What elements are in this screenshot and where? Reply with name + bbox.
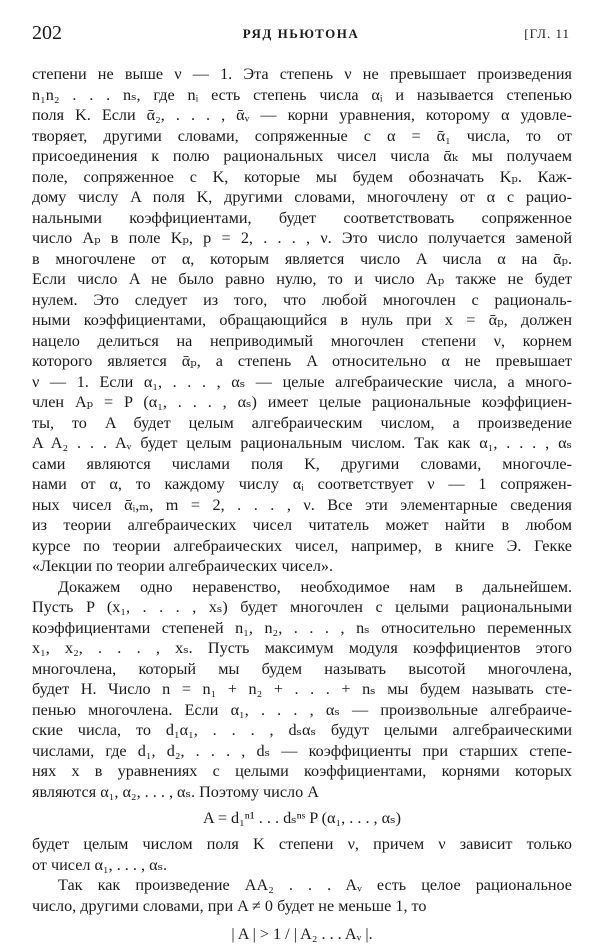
text-line: будет целым числом поля K степени ν, причем ν зависит только <box>32 835 572 853</box>
text-line: числами, где d₁, d₂, . . . , dₛ — коэффициенты при старших степе- <box>32 741 572 760</box>
text-line: из теории алгебраических чисел читатель может найти в любом <box>32 516 572 534</box>
text-line: поля K. Если ᾱ₂, . . . , ᾱᵥ — корни уравнения, которому α удовле- <box>32 106 572 124</box>
text-line: ными коэффициентами, обращающийся в нуль при x = ᾱₚ, должен <box>32 311 572 329</box>
text-line: нальными коэффициентами, будет соответствовать сопряженное <box>32 208 572 227</box>
text-line: творяет, другими словами, сопряженные с α = ᾱ₁ числа, то от <box>32 126 572 145</box>
text-line: «Лекции по теории алгебраических чисел». <box>32 557 334 575</box>
text-line: ты, то A будет целым алгебраическим числом, а произведение <box>32 413 572 432</box>
text-line: Пусть P (x₁, . . . , xₛ) будет многочлен с целыми рациональными <box>32 598 572 616</box>
text-line: будет H. Число n = n₁ + n₂ + . . . + nₛ мы будем называть сте- <box>32 680 572 698</box>
text-line: Так как произведение AA₂ . . . Aᵥ есть целое рациональное <box>58 876 572 894</box>
text-line: ных чисел ᾱᵢ,ₘ, m = 2, . . . , ν. Все эти элементарные сведения <box>32 495 572 514</box>
text-line: n₁n₂ . . . nₛ, где nᵢ есть степень числа αᵢ и называется степенью <box>32 85 572 104</box>
text-line: член Aₚ = P (α₁, . . . , αₛ) имеет целые рациональные коэффициен- <box>32 393 572 411</box>
text-line: Докажем одно неравенство, необходимое нам в дальнейшем. <box>58 577 572 596</box>
text-line: поле, сопряженное с K, которые мы будем обозначать Kₚ. Каж- <box>32 167 572 186</box>
page-body <box>32 64 572 952</box>
text-line: коэффициентами степеней n₁, n₂, . . . , nₛ относительно переменных <box>32 618 572 637</box>
text-line: которого является ᾱₚ, а степень A относительно α не превышает <box>32 352 572 370</box>
text-line: в многочлене от α, которым является число A числа α на ᾱₚ. <box>32 249 572 268</box>
text-line: Если число A не было равно нулю, то и число Aₚ также не будет <box>32 270 572 288</box>
text-line: нулем. Это следует из того, что любой многочлен с рациональ- <box>32 290 572 309</box>
text-line: ские числа, то d₁α₁, . . . , dₛαₛ будут целыми алгебраическими <box>32 721 572 739</box>
text-line: являются α₁, α₂, . . . , αₛ. Поэтому число A <box>32 782 319 801</box>
text-line: число Aₚ в поле Kₚ, p = 2, . . . , ν. Это число получается заменой <box>32 229 572 247</box>
text-line: присоединения к полю рациональных чисел числа ᾱₖ мы получаем <box>32 147 572 165</box>
text-line: число, другими словами, при A ≠ 0 будет не меньше 1, то <box>32 896 427 915</box>
page-number: 202 <box>32 22 62 44</box>
text-line: многочлена, который мы будем называть высотой многочлена, <box>32 659 572 678</box>
text-line: дому числу A поля K, другими словами, многочлену от α с рацио- <box>32 188 572 206</box>
running-title: РЯД НЬЮТОНА <box>242 26 360 41</box>
running-header <box>32 22 570 46</box>
text-line: нами от α, то каждому числу αᵢ соответствует ν — 1 сопряжен- <box>32 475 572 493</box>
text-line: x₁, x₂, . . . , xₛ. Пусть максимум модуля коэффициентов этого <box>32 639 572 657</box>
text-line: пенью многочлена. Если α₁, . . . , αₛ — произвольные алгебраиче- <box>32 700 572 719</box>
text-line: ν — 1. Если α₁, . . . , αₛ — целые алгебраические числа, а много- <box>32 372 572 391</box>
chapter-label: [ГЛ. 11 <box>524 26 570 41</box>
text-line: курсе по теории алгебраических чисел, например, в книге Э. Гекке <box>32 536 572 555</box>
text-line: нях x в уравнениях с целыми коэффициентами, корнями которых <box>32 762 572 780</box>
text-line: от чисел α₁, . . . , αₛ. <box>32 855 168 874</box>
text-line: сами являются числами поля K, другими словами, многочле- <box>32 454 572 473</box>
display-formula: A = d₁ⁿ¹ . . . dₛⁿˢ P (α₁, . . . , αₛ) <box>203 809 401 827</box>
text-line: нацело делиться на неприводимый многочлен степени ν, корнем <box>32 331 572 350</box>
display-formula: | A | > 1 / | A₂ . . . Aᵥ |. <box>231 925 373 943</box>
text-line: A A₂ . . . Aᵥ будет целым рациональным числом. Так как α₁, . . . , αₛ <box>32 434 572 452</box>
text-line: степени не выше ν — 1. Эта степень ν не превышает произведения <box>32 65 572 83</box>
